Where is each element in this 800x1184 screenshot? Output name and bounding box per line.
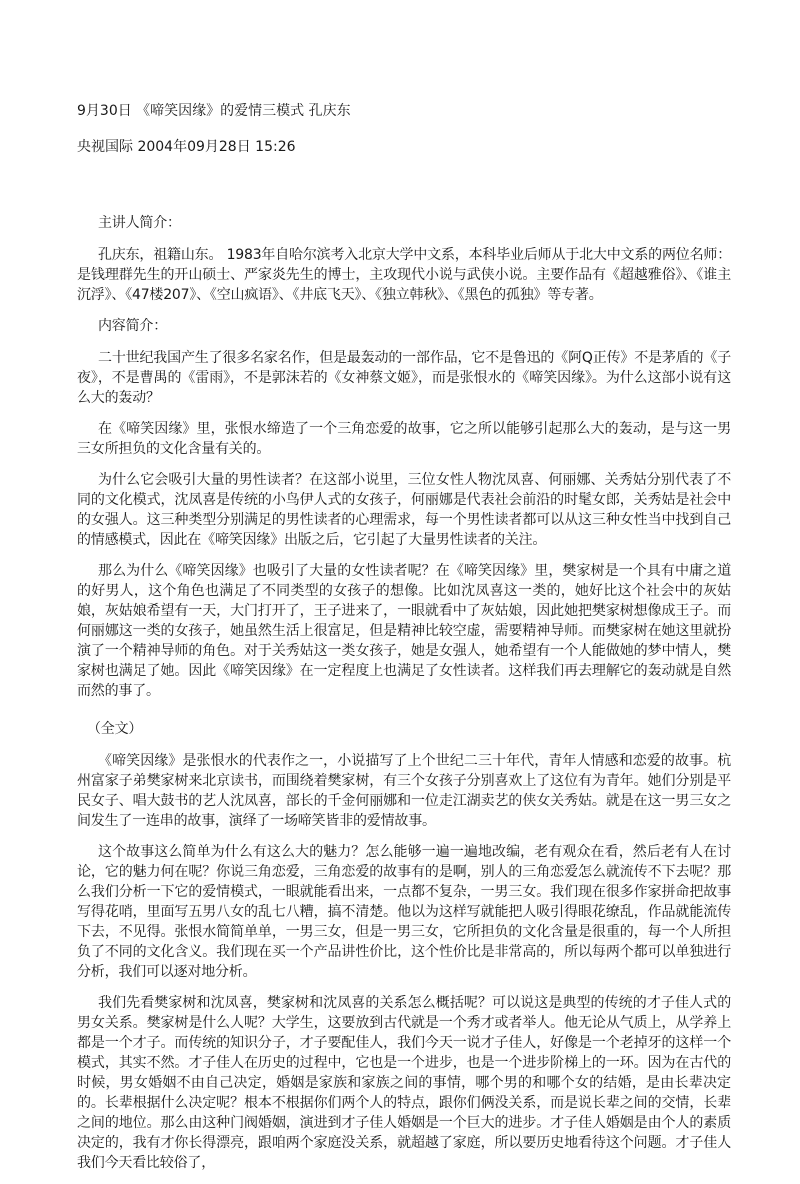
speaker-intro-label: 主讲人简介：: [98, 215, 181, 231]
content-paragraph: 为什么它会吸引大量的男性读者？在这部小说里，三位女性人物沈凤喜、何丽娜、关秀姑分别代表了不同的文化模式，沈凤喜是传统的小鸟伊人式的女孩子，何丽娜是代表社会前沿的时髦女郎，关秀姑是社会中的女强人。这三种类型分别满足的男性读者的心理需求，每一个男性读者都可以从这三种女性当中找到自己的情感模式，因此在《啼笑因缘》出版之后，它引起了大量男性读者的关注。: [77, 472, 731, 548]
content-paragraph: 在《啼笑因缘》里，张恨水缔造了一个三角恋爱的故事，它之所以能够引起那么大的轰动，是与这一男三女所担负的文化含量有关的。: [77, 421, 731, 457]
article-title: 9月30日 《啼笑因缘》的爱情三模式 孔庆东: [77, 103, 351, 119]
document-page: [77, 101, 731, 1184]
spacer: [77, 173, 731, 213]
fulltext-label: （全文）: [87, 721, 143, 737]
speaker-bio: 孔庆东，祖籍山东。 1983年自哈尔滨考入北京大学中文系，本科毕业后师从于北大中文系的两位名师：是钱理群先生的开山硕士、严家炎先生的博士，主攻现代小说与武侠小说。主要作品有《超越雅俗》、《谁主沉浮》、《47楼207》、《空山疯语》、《井底飞天》、《独立韩秋》、《黑色的孤独》等专著。: [77, 247, 731, 303]
content-paragraph: 二十世纪我国产生了很多名家名作，但是最轰动的一部作品，它不是鲁迅的《阿Q正传》不是茅盾的《子夜》，不是曹禺的《雷雨》，不是郭沫若的《女神蔡文姬》，而是张恨水的《啼笑因缘》。为什么这部小说有这么大的轰动？: [77, 350, 731, 406]
fulltext-paragraph: 《啼笑因缘》是张恨水的代表作之一，小说描写了上个世纪二三十年代，青年人情感和恋爱的故事。杭州富家子弟樊家树来北京读书，而围绕着樊家树，有三个女孩子分别喜欢上了这位有为青年。她们分别是平民女子、唱大鼓书的艺人沈凤喜，部长的千金何丽娜和一位走江湖卖艺的侠女关秀姑。就是在这一男三女之间发生了一连串的故事，演绎了一场啼笑皆非的爱情故事。: [77, 753, 731, 829]
content-paragraph: 那么为什么《啼笑因缘》也吸引了大量的女性读者呢？在《啼笑因缘》里，樊家树是一个具有中庸之道的好男人，这个角色也满足了不同类型的女孩子的想像。比如沈凤喜这一类的，她好比这个社会中的灰姑娘，灰姑娘希望有一天，大门打开了，王子进来了，一眼就看中了灰姑娘，因此她把樊家树想像成王子。而何丽娜这一类的女孩子，她虽然生活上很富足，但是精神比较空虚，需要精神导师。而樊家树在她这里就扮演了一个精神导师的角色。对于关秀姑这一类女孩子，她是女强人，她希望有一个人能做她的梦中情人，樊家树也满足了她。因此《啼笑因缘》在一定程度上也满足了女性读者。这样我们再去理解它的轰动就是自然而然的事了。: [77, 563, 731, 699]
content-intro-label: 内容简介：: [98, 318, 167, 334]
fulltext-paragraph: 这个故事这么简单为什么有这么大的魅力？怎么能够一遍一遍地改编，老有观众在看，然后老有人在讨论，它的魅力何在呢？你说三角恋爱，三角恋爱的故事有的是啊，别人的三角恋爱怎么就流传不下去呢？那么我们分析一下它的爱情模式，一眼就能看出来，一点都不复杂，一男三女。我们现在很多作家拼命把故事写得花哨，里面写五男八女的乱七八糟，搞不清楚。他以为这样写就能把人吸引得眼花缭乱，作品就能流传下去，不见得。张恨水简简单单，一男三女，但是一男三女，它所担负的文化含量是很重的，每一个人所担负了不同的文化含义。我们现在买一个产品讲性价比，这个性价比是非常高的，所以每两个都可以单独进行分析，我们可以逐对地分析。: [77, 844, 731, 980]
fulltext-paragraph: 我们先看樊家树和沈凤喜，樊家树和沈凤喜的关系怎么概括呢？可以说这是典型的传统的才子佳人式的男女关系。樊家树是什么人呢？大学生，这要放到古代就是一个秀才或者举人。他无论从气质上，从学养上都是一个才子。而传统的知识分子，才子要配佳人，我们今天一说才子佳人，好像是一个老掉牙的这样一个模式，其实不然。才子佳人在历史的过程中，它也是一个进步，也是一个进步阶梯上的一环。因为在古代的时候，男女婚姻不由自己决定，婚姻是家族和家族之间的事情，哪个男的和哪个女的结婚，是由长辈决定的。长辈根据什么决定呢？根本不根据你们两个人的特点，跟你们俩没关系，而是说长辈之间的交情，长辈之间的地位。那么由这种门阀婚姻，演进到才子佳人婚姻是一个巨大的进步。才子佳人婚姻是由个人的素质决定的，我有才你长得漂亮，跟咱两个家庭没关系，就超越了家庭，所以要历史地看待这个问题。才子佳人我们今天看比较俗了，: [77, 995, 731, 1171]
article-source-date: 央视国际 2004年09月28日 15:26: [77, 139, 296, 155]
